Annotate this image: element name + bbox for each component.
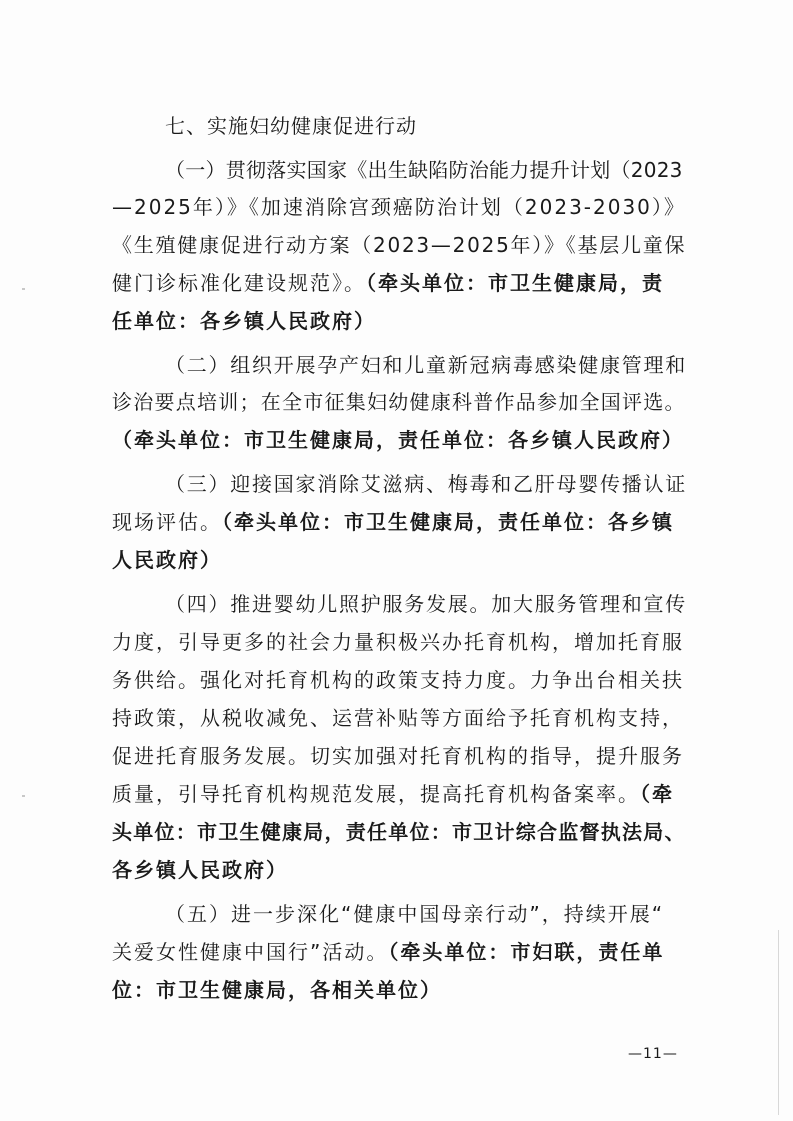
paragraph-3-line-2-bold: （牵头单位：市卫生健康局，责任单位：各乡镇 (222, 510, 674, 534)
paragraph-4-line-6-bold: （牵 (640, 782, 674, 806)
paragraph-5-line-2 (112, 938, 664, 966)
paragraph-3-line-1: （三）迎接国家消除艾滋病、梅毒和乙肝母婴传播认证 (165, 472, 687, 496)
paragraph-1-line-4-bold: （牵头单位：市卫生健康局，责 (366, 271, 664, 295)
paragraph-5-line-1: （五）进一步深化“健康中国母亲行动”，持续开展“ (165, 902, 665, 926)
paragraph-5-line-3: 位：市卫生健康局，各相关单位） (112, 978, 442, 1002)
paragraph-1-line-1: （一）贯彻落实国家《出生缺陷防治能力提升计划（2023 (165, 158, 683, 182)
paragraph-3-line-3: 人民政府） (112, 548, 222, 572)
paragraph-2-line-3: （牵头单位：市卫生健康局，责任单位：各乡镇人民政府） (112, 428, 684, 452)
paragraph-4-line-7: 头单位：市卫生健康局，责任单位：市卫计综合监督执法局、 (112, 820, 686, 844)
paragraph-5-line-2-bold: （牵头单位：市妇联，责任单 (388, 940, 665, 964)
paragraph-2-line-2: 诊治要点培训；在全市征集妇幼健康科普作品参加全国评选。 (112, 390, 686, 414)
paragraph-4-line-2: 力度，引导更多的社会力量积极兴办托育机构，增加托育服 (112, 630, 684, 654)
paragraph-4-line-6 (112, 780, 674, 808)
paragraph-1-line-4-text: 健门诊标准化建设规范》。 (112, 271, 366, 295)
paragraph-4-line-8: 各乡镇人民政府） (112, 858, 288, 882)
paragraph-4-line-3: 务供给。强化对托育机构的政策支持力度。力争出台相关扶 (112, 668, 684, 692)
scan-mark-left (22, 288, 25, 290)
paragraph-2-line-1: （二）组织开展孕产妇和儿童新冠病毒感染健康管理和 (165, 353, 687, 377)
paragraph-4-line-1: （四）推进婴幼儿照护服务发展。加大服务管理和宣传 (165, 592, 687, 616)
scan-mark-left-2 (22, 795, 25, 797)
paragraph-3-line-2 (112, 508, 674, 536)
paragraph-4-line-4: 持政策，从税收减免、运营补贴等方面给予托育机构支持， (112, 706, 684, 730)
section-heading: 七、实施妇幼健康促进行动 (165, 114, 417, 138)
paragraph-1-line-3: 《生殖健康促进行动方案（2023—2025年）》《基层儿童保 (112, 233, 687, 257)
paragraph-1-line-4 (112, 269, 664, 297)
paragraph-1-line-2: —2025年）》《加速消除宫颈癌防治计划（2023-2030）》 (112, 195, 686, 219)
scan-mark-right-edge (778, 930, 779, 1115)
paragraph-4-line-6-text: 质量，引导托育机构规范发展，提高托育机构备案率。 (112, 782, 640, 806)
paragraph-5-line-2-text: 关爱女性健康中国行”活动。 (112, 940, 389, 964)
paragraph-3-line-2-text: 现场评估。 (112, 510, 222, 534)
paragraph-1-line-5: 任单位：各乡镇人民政府） (112, 309, 376, 333)
page-number: —11— (628, 1046, 678, 1062)
paragraph-4-line-5: 促进托育服务发展。切实加强对托育机构的指导，提升服务 (112, 744, 684, 768)
